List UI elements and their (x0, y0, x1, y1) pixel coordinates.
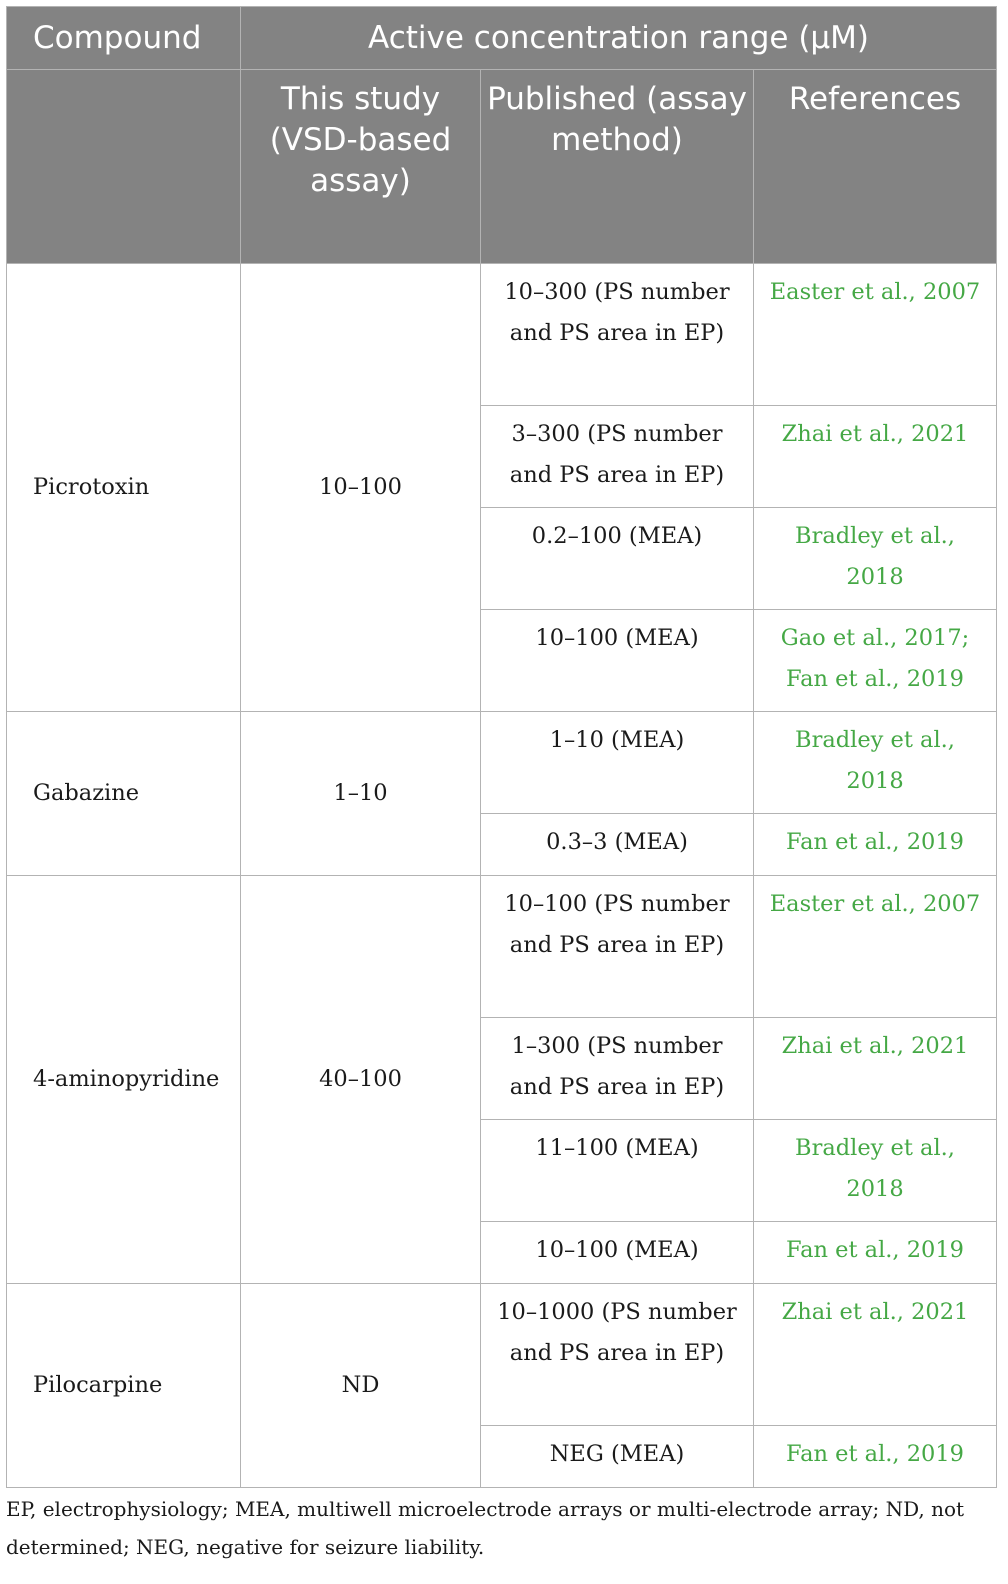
reference-link[interactable]: Fan et al., 2019 (754, 1222, 997, 1284)
references-header: References (754, 70, 997, 264)
table-row (7, 264, 997, 406)
reference-link[interactable]: Zhai et al., 2021 (754, 1018, 997, 1120)
reference-link[interactable]: Bradley et al., 2018 (754, 508, 997, 610)
reference-link[interactable]: Easter et al., 2007 (754, 264, 997, 406)
published-cell: NEG (MEA) (481, 1426, 754, 1488)
reference-link[interactable]: Easter et al., 2007 (754, 876, 997, 1018)
compound-header-blank (7, 70, 241, 264)
compound-cell: Gabazine (7, 712, 241, 876)
reference-link[interactable]: Zhai et al., 2021 (754, 406, 997, 508)
table-row (7, 876, 997, 1018)
reference-link[interactable]: Fan et al., 2019 (754, 814, 997, 876)
reference-link[interactable]: Bradley et al., 2018 (754, 712, 997, 814)
table-header (7, 7, 997, 264)
table-body (7, 264, 997, 1488)
table-row (7, 1284, 997, 1426)
concentration-table (6, 6, 997, 1488)
compound-header: Compound (7, 7, 241, 70)
published-cell: 10–100 (PS number and PS area in EP) (481, 876, 754, 1018)
this-study-cell: ND (241, 1284, 481, 1488)
published-cell: 10–100 (MEA) (481, 1222, 754, 1284)
compound-cell: Picrotoxin (7, 264, 241, 712)
concentration-range-header: Active concentration range (μM) (241, 7, 997, 70)
table-container (6, 6, 996, 1488)
this-study-header: This study (VSD-based assay) (241, 70, 481, 264)
reference-link[interactable]: Fan et al., 2019 (754, 1426, 997, 1488)
this-study-cell: 10–100 (241, 264, 481, 712)
this-study-cell: 1–10 (241, 712, 481, 876)
reference-link[interactable]: Bradley et al., 2018 (754, 1120, 997, 1222)
this-study-cell: 40–100 (241, 876, 481, 1284)
published-cell: 3–300 (PS number and PS area in EP) (481, 406, 754, 508)
reference-link[interactable]: Gao et al., 2017; Fan et al., 2019 (754, 610, 997, 712)
published-cell: 1–300 (PS number and PS area in EP) (481, 1018, 754, 1120)
published-cell: 0.2–100 (MEA) (481, 508, 754, 610)
table-row (7, 712, 997, 814)
reference-link[interactable]: Zhai et al., 2021 (754, 1284, 997, 1426)
compound-cell: Pilocarpine (7, 1284, 241, 1488)
published-cell: 10–100 (MEA) (481, 610, 754, 712)
published-cell: 10–1000 (PS number and PS area in EP) (481, 1284, 754, 1426)
published-cell: 0.3–3 (MEA) (481, 814, 754, 876)
published-header: Published (assay method) (481, 70, 754, 264)
table-footnote: EP, electrophysiology; MEA, multiwell microelectrode arrays or multi-electrode array; ND, not determined; NEG, negative for seizure liability. (6, 1497, 965, 1559)
published-cell: 10–300 (PS number and PS area in EP) (481, 264, 754, 406)
compound-cell: 4-aminopyridine (7, 876, 241, 1284)
published-cell: 1–10 (MEA) (481, 712, 754, 814)
published-cell: 11–100 (MEA) (481, 1120, 754, 1222)
